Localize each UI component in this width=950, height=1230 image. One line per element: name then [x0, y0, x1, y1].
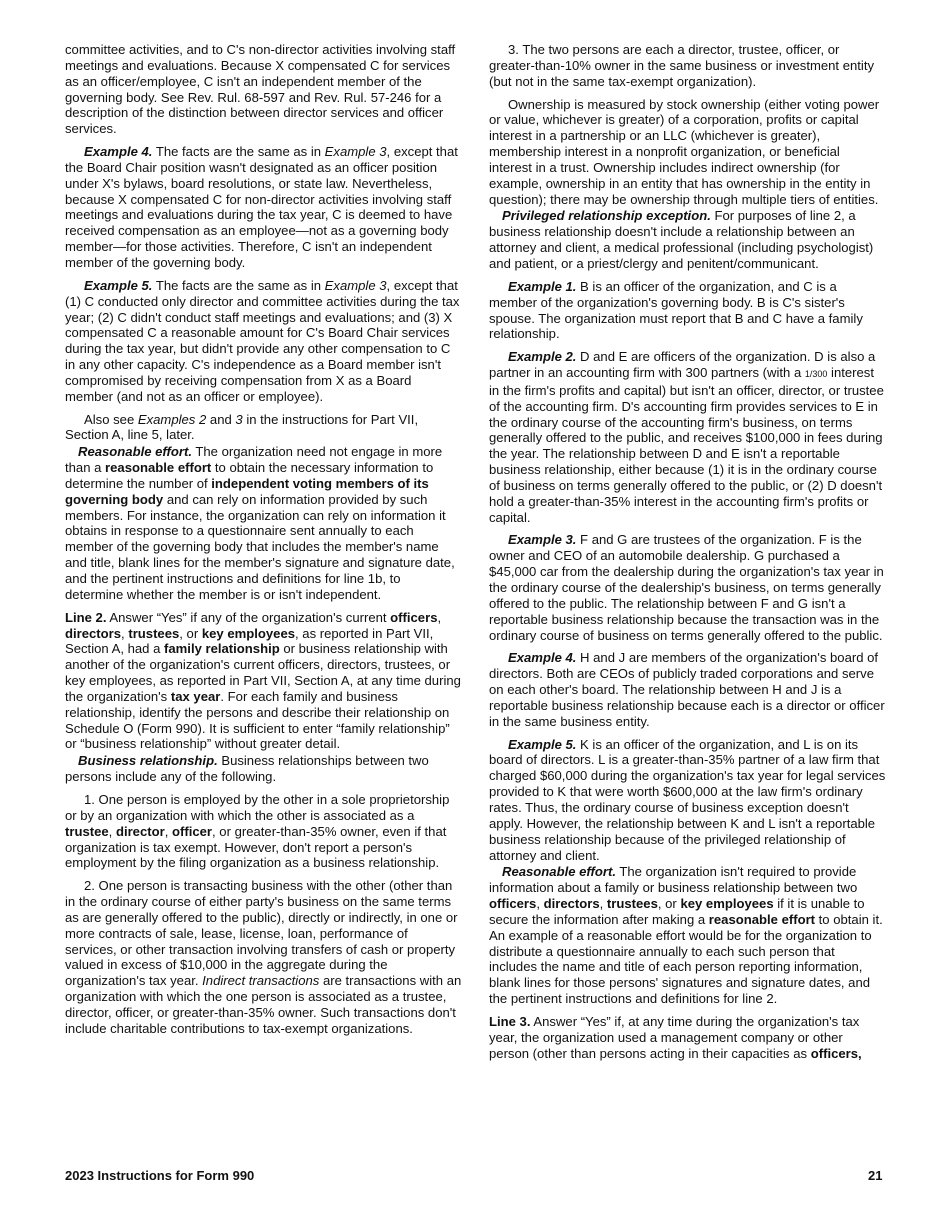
text-run: and	[206, 411, 236, 427]
text-run: , except that the Board Chair position wasn't designated as an officer position under X's bylaws, board resolutions, or state law. Nevertheless, because X compensated C for non-director activities involving staff meetings and evaluations during the tax year, C is deemed to have received compensation as an employee—not as a governing body member—for those activities. Therefore, C isn't an independent member of the governing body.	[65, 144, 458, 270]
list-item-2	[65, 878, 462, 1036]
text-run: The organization need not engage in more than a	[65, 444, 443, 476]
left-column	[65, 42, 462, 1044]
text-run: directors	[65, 625, 122, 641]
text-run: officers	[489, 896, 537, 912]
text-run: Examples 2	[137, 411, 207, 427]
example-3-paragraph	[489, 532, 886, 643]
text-run: Business relationships between two persons include any of the following.	[65, 753, 429, 785]
text-run: trustees	[128, 625, 180, 641]
text-run: For purposes of line 2, a business relationship doesn't include a relationship between an attorney and client, a medical professional (including psychologist) and patient, or a priest/clergy and penitent/communicant.	[489, 208, 874, 271]
text-run: key employees	[201, 625, 296, 641]
example-2-paragraph	[489, 349, 886, 525]
text-run: interest in the firm's profits and capital) but isn't an officer, director, or trustee of the accounting firm. D's accounting firm provides services to E in the ordinary course of the accounting firm's business, on terms generally offered to the public, and receives $100,000 in fees during the year. The relationship between D and E isn't a reportable business relationship, either because (1) it is in the ordinary course of business on terms generally offered to the public, or (2) D doesn't hold a greater-than-35% interest in the accounting firm's profits or capital.	[489, 365, 884, 525]
text-run: committee activities, and to C's non-director activities involving staff meetings and evaluations. Because X compensated C for services as an officer/employee, C isn't an independent member of the governing body. See Rev. Rul. 68-597 and Rev. Rul. 57-246 for a description of the distinction between director services and officer services.	[65, 42, 456, 137]
text-run: B is an officer of the organization, and C is a member of the organization's governing body. B is C's sister's spouse. The organization must report that B and C have a family relationship.	[489, 278, 863, 342]
text-run: reasonable effort	[105, 460, 212, 476]
text-run: Line 2.	[65, 609, 107, 625]
text-run: officers	[390, 609, 438, 625]
text-run: Reasonable effort.	[78, 444, 192, 460]
text-run: in the instructions for Part VII, Section A, line 5, later.	[65, 411, 419, 443]
text-run: 2. One person is transacting business with the other (other than in the ordinary course of either party's business on the same terms as are generally offered to the public), directly or indirectly, in one or more contracts of sale, lease, license, loan, performance of services, or other transaction involving transfers of cash or property valued in excess of $10,000 in the aggregate during the organization's tax year.	[65, 878, 458, 989]
also-see-paragraph	[65, 412, 462, 444]
list-item-3	[489, 42, 886, 90]
text-run: directors	[543, 896, 600, 912]
text-run: ,	[121, 625, 129, 641]
text-run: Business relationship.	[78, 753, 218, 769]
text-run: Example 5.	[508, 736, 577, 752]
ownership-paragraph	[489, 97, 886, 208]
example-4-paragraph	[489, 650, 886, 729]
text-run: and can rely on information provided by such members. For instance, the organization can rely on information it obtains in response to a questionnaire sent annually to each member of the governing body that includes the member's name and title, blank lines for the member's signature and signature date, and the pertinent instructions and definitions for line 1b, to determine whether the member is or isn't independent.	[65, 491, 455, 602]
text-run: D and E are officers of the organization. D is also a partner in an accounting firm with 300 partners (with a	[489, 349, 876, 381]
text-run: Also see	[84, 411, 138, 427]
text-run: , or	[179, 625, 202, 641]
text-run: Example 4.	[508, 650, 577, 666]
text-run: ,	[437, 609, 442, 625]
text-run: reasonable effort	[708, 911, 816, 927]
line-2-paragraph	[65, 610, 462, 753]
line-3-paragraph	[489, 1014, 886, 1062]
text-run: independent voting members of its governing body	[65, 475, 429, 507]
text-run: Example 3	[324, 277, 387, 293]
text-run: The organization isn't required to provide information about a family or business relationship between two	[489, 864, 858, 896]
text-run: officers,	[810, 1045, 862, 1061]
business-relationship-paragraph	[65, 753, 462, 785]
text-run: ,	[108, 823, 116, 839]
text-run: H and J are members of the organization's board of directors. Both are CEOs of publicly traded corporations and serve on each other's board. The relationship between H and J is a reportable business relationship because each is a director or officer in the same business entity.	[489, 650, 885, 729]
text-run: director	[115, 823, 165, 839]
example-5-paragraph	[489, 737, 886, 864]
text-run: to obtain it. An example of a reasonable effort would be for the organization to distribute a questionnaire annually to each such person that includes the name and title of each person reporting information, blank lines for those persons' signatures and signature dates, and the pertinent instructions and definitions for line 2.	[489, 911, 883, 1007]
example-5-paragraph	[65, 278, 462, 405]
text-run: officer	[171, 823, 213, 839]
text-run: Example 3.	[508, 532, 577, 548]
right-column	[489, 42, 886, 1068]
text-run: , or	[657, 896, 681, 912]
example-4-paragraph	[65, 144, 462, 271]
reasonable-effort-paragraph	[65, 444, 462, 602]
text-run: Ownership is measured by stock ownership (either voting power or value, whichever is greater) of a corporation, profits or capital interest in a partnership or an LLC (whichever is greater), membership interest in a nonprofit organization, or beneficial interest in a trust. Ownership includes indirect ownership (for example, ownership in an entity that has ownership in the entity in question); there may be ownership through multiple tiers of entities.	[489, 96, 880, 207]
text-run: Line 3.	[489, 1013, 531, 1029]
text-run: 1. One person is employed by the other in a sole proprietorship or by an organization with which the other is associated as a	[65, 791, 450, 823]
text-run: trustee	[65, 823, 109, 839]
privileged-relationship-paragraph	[489, 208, 886, 271]
footer-title: 2023 Instructions for Form 990	[65, 1168, 255, 1183]
text-run: family relationship	[164, 641, 280, 657]
text-run: 1/300	[804, 369, 828, 380]
text-run: Indirect transactions	[202, 973, 320, 989]
text-run: Example 2.	[508, 349, 577, 365]
text-run: 3. The two persons are each a director, trustee, officer, or greater-than-10% owner in the same business or investment entity (but not in the same tax-exempt organization).	[489, 42, 875, 89]
text-run: or business relationship with another of the organization's current officers, directors, trustees, or key employees, as reported in Part VII, Section A, at any time during the organization's	[65, 641, 461, 704]
text-run: K is an officer of the organization, and L is on its board of directors. L is a greater-than-35% partner of a law firm that charged $60,000 during the organization's tax year for legal services provided to K that were worth $600,000 at the law firm's ordinary rates. Thus, the ordinary course of business exception doesn't apply. However, the relationship between K and L isn't a reportable business relationship because of the privileged relationship of attorney and client.	[489, 736, 886, 863]
paragraph	[65, 42, 462, 137]
page-number: 21	[868, 1168, 883, 1183]
text-run: Example 5.	[84, 277, 153, 293]
text-run: Answer “Yes” if any of the organization's current	[106, 609, 391, 625]
text-run: , except that (1) C conducted only director and committee activities during the tax year; (2) C didn't conduct staff meetings and evaluations; and (3) X compensated C a reasonable amount for C's Board Chair services during the tax year, but didn't provide any other compensation to C in any other capacity. C's independence as a Board member isn't compromised by receiving compensation from X as a Board member (and not as an officer or employee).	[65, 277, 460, 404]
text-run: trustees	[606, 896, 658, 912]
text-run: Example 3	[324, 144, 387, 160]
text-run: tax year	[170, 688, 221, 704]
text-run: key employees	[680, 896, 774, 912]
list-item-1	[65, 792, 462, 871]
text-run: Reasonable effort.	[502, 864, 616, 880]
text-run: if it is unable to secure the information after making a	[489, 896, 865, 927]
text-run: 3	[235, 411, 243, 427]
example-1-paragraph	[489, 279, 886, 342]
text-run: to obtain the necessary information to determine the number of	[65, 460, 434, 491]
text-run: ,	[536, 896, 544, 912]
reasonable-effort-paragraph	[489, 864, 886, 1007]
text-run: are transactions with an organization with which the one person is associated as a trustee, director, officer, or greater-than-35% owner. Such transactions don't include charitable contributions to tax-exempt organizations.	[65, 973, 462, 1036]
text-run: Example 1.	[508, 278, 577, 294]
text-run: The facts are the same as in	[152, 277, 325, 293]
text-run: , or greater-than-35% owner, even if that organization is tax exempt. However, don't report a person's employment by the filing organization as a business relationship.	[65, 823, 447, 871]
text-run: Privileged relationship exception.	[502, 208, 711, 224]
text-run: ,	[164, 823, 172, 839]
text-run: , as reported in Part VII, Section A, had a	[65, 625, 434, 657]
text-run: ,	[599, 896, 607, 912]
text-run: The facts are the same as in	[152, 144, 325, 160]
text-run: F and G are trustees of the organization. F is the owner and CEO of an automobile dealership. G purchased a $45,000 car from the dealership during the organization's tax year in the ordinary course of the dealership's business, on terms generally offered to the public. The relationship between F and G isn't a reportable business relationship because the transaction was in the ordinary course of business on terms generally offered to the public.	[489, 532, 884, 643]
text-run: Example 4.	[84, 144, 153, 160]
text-run: . For each family and business relationship, identify the persons and describe their relationship on Schedule O (Form 990). It is sufficient to enter “family relationship” or “business relationship” without greater detail.	[65, 688, 450, 752]
text-run: Answer “Yes” if, at any time during the organization's tax year, the organization used a management company or other person (other than persons acting in their capacities as	[489, 1013, 860, 1061]
